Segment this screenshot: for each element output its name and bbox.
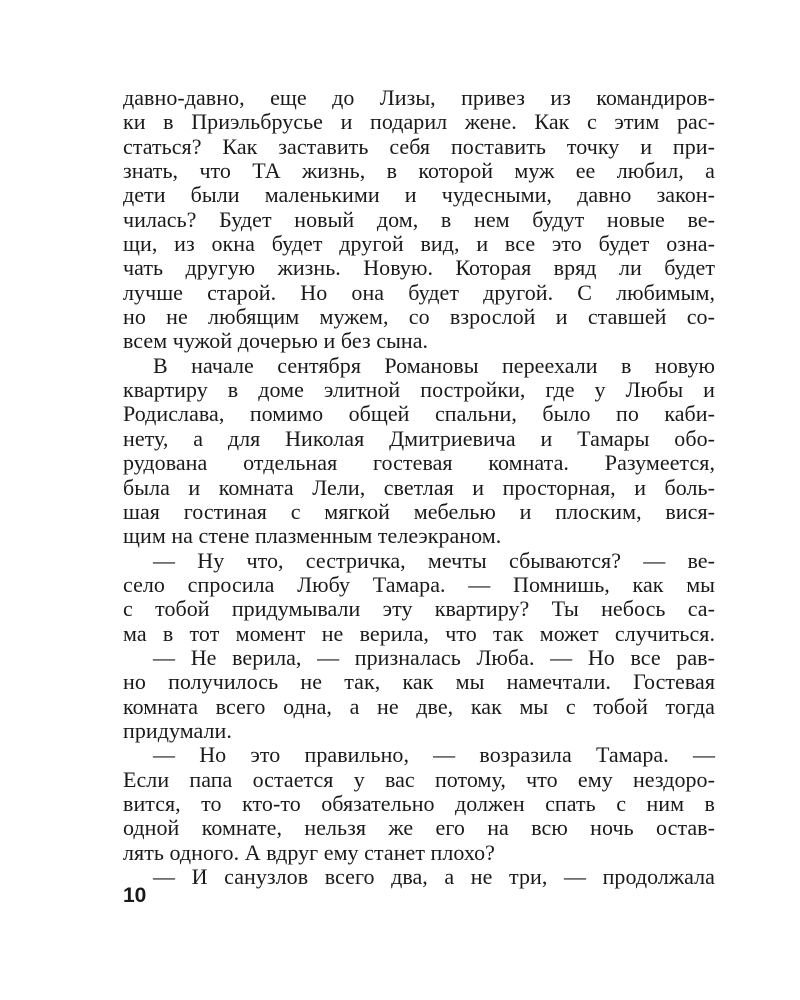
text-line: комната всего одна, а не две, как мы с тобой тогда [123,693,715,719]
text-line: чилась? Будет новый дом, в нем будут новые ве- [123,206,715,232]
text-line: одной комнате, нельзя же его на всю ночь остав- [123,815,715,841]
text-line: квартиру в доме элитной постройки, где у Любы и [123,377,715,403]
text-line: — И санузлов всего два, а не три, — продолжала [153,864,715,889]
text-line: рудована отдельная гостевая комната. Разумеется, [123,450,715,476]
text-line: была и комната Лели, светлая и просторная, и боль- [123,474,715,500]
text-line: село спросила Любу Тамара. — Помнишь, как мы [123,571,715,597]
text-line: — Но это правильно, — возразила Тамара. — [153,742,715,768]
text-line: щим на стене плазменным телеэкраном. [123,523,502,549]
text-line: ки в Приэльбрусье и подарил жене. Как с этим рас- [123,109,715,135]
text-line: с тобой придумывали эту квартиру? Ты небось са- [123,596,715,622]
text-line: вится, то кто-то обязательно должен спать с ним в [123,790,715,816]
text-line: но получилось не так, как мы намечтали. Гостевая [123,669,715,695]
text-line: В начале сентября Романовы переехали в новую [153,352,715,378]
body-text [123,86,715,889]
text-line: дети были маленькими и чудесными, давно закон- [123,182,715,208]
text-line: ма в тот момент не верила, что так может случиться. [123,620,715,646]
text-line: статься? Как заставить себя поставить точку и при- [123,133,715,159]
text-line: придумали. [123,717,232,743]
text-line: всем чужой дочерью и без сына. [123,328,429,354]
text-line: но не любящим мужем, со взрослой и ставшей со- [123,304,715,330]
text-line: щи, из окна будет другой вид, и все это будет озна- [123,231,715,257]
text-line: знать, что ТА жизнь, в которой муж ее любил, а [123,158,715,184]
text-line: лучше старой. Но она будет другой. С любимым, [123,279,715,305]
text-line: шая гостиная с мягкой мебелью и плоским, вися- [123,498,715,524]
text-line: чать другую жизнь. Новую. Которая вряд ли будет [123,255,715,281]
text-line: лять одного. А вдруг ему станет плохо? [123,839,495,865]
text-line: давно-давно, еще до Лизы, привез из командиров- [123,85,715,110]
page-number: 10 [123,884,147,907]
text-line: Если папа остается у вас потому, что ему нездоро- [123,766,715,792]
text-line: — Не верила, — призналась Люба. — Но все рав- [153,644,715,670]
text-line: — Ну что, сестричка, мечты сбываются? — ве- [153,547,715,573]
text-line: нету, а для Николая Дмитриевича и Тамары обо- [123,425,715,451]
text-line: Родислава, помимо общей спальни, было по каби- [123,401,715,427]
